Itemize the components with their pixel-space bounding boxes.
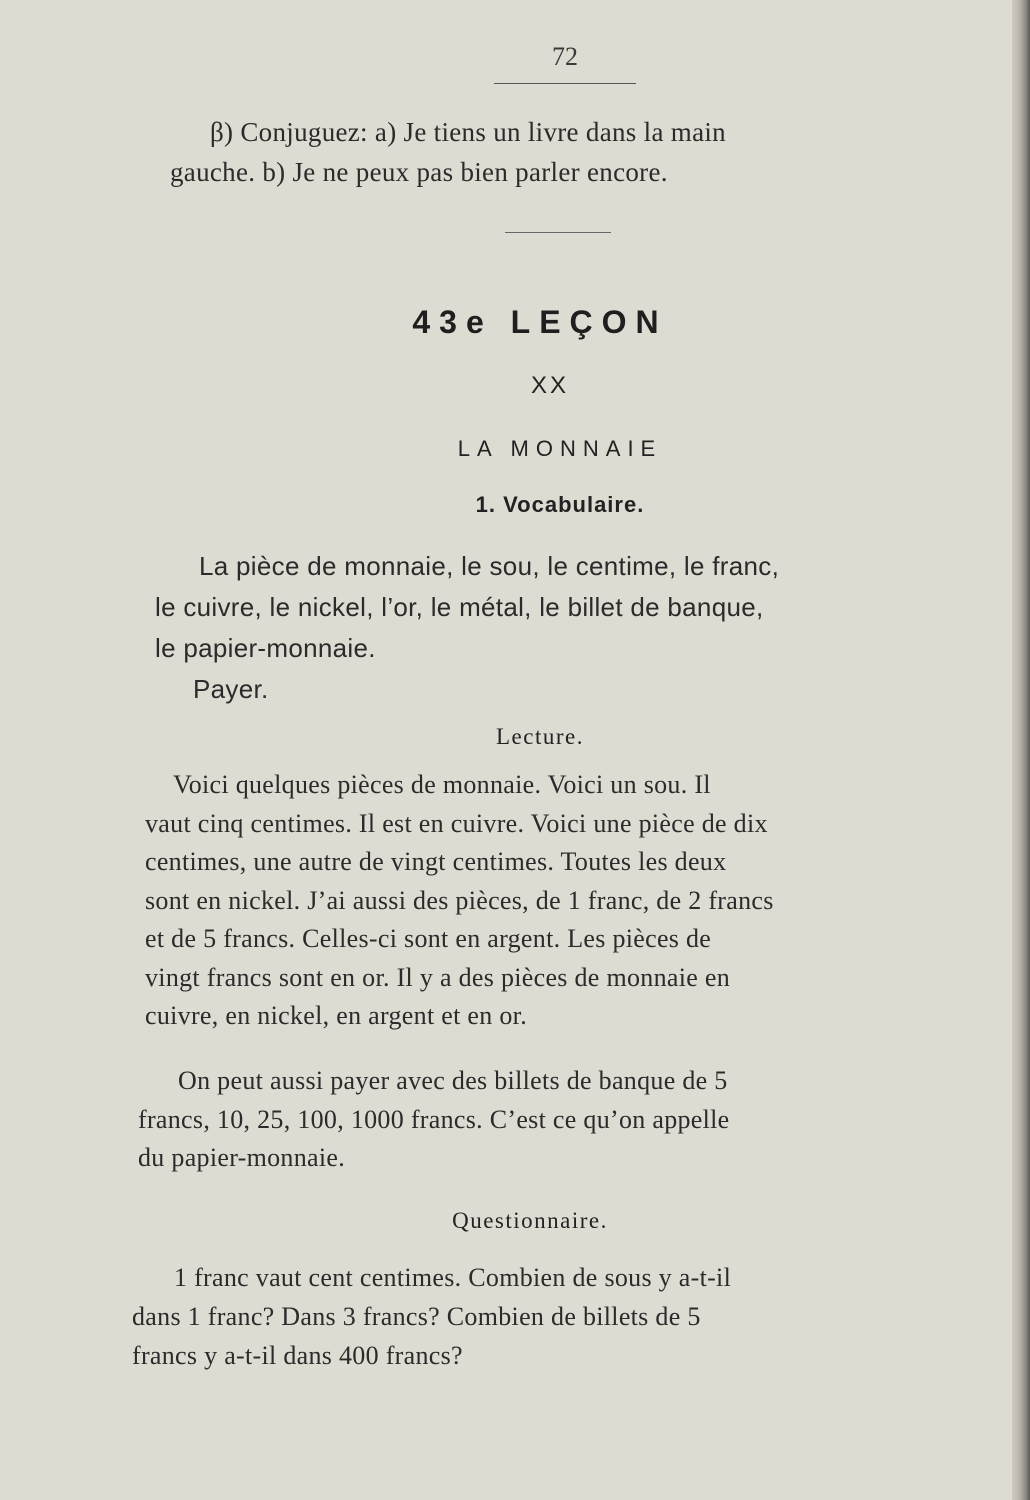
- lesson-roman-numeral: XX: [530, 372, 569, 399]
- questionnaire-line-3: francs y a-t-il dans 400 francs?: [132, 1341, 463, 1370]
- lecture-paragraph-2: [138, 1062, 948, 1178]
- vocabulary-heading: 1. Vocabulaire.: [475, 492, 645, 517]
- lecture-p1-line-3: centimes, une autre de vingt centimes. Toutes les deux: [145, 847, 727, 876]
- exercise-block: [170, 112, 970, 192]
- exercise-line-1: β) Conjuguez: a) Je tiens un livre dans la main: [210, 117, 726, 147]
- book-edge-shadow: [1012, 0, 1030, 1500]
- lecture-p1-line-7: cuivre, en nickel, en argent et en or.: [145, 1001, 527, 1030]
- lecture-p2-line-2: francs, 10, 25, 100, 1000 francs. C’est ce qu’on appelle: [138, 1104, 730, 1134]
- page-number-rule: [494, 83, 636, 84]
- lecture-p1-line-2: vaut cinq centimes. Il est en cuivre. Voici une pièce de dix: [145, 808, 768, 838]
- lecture-p1-line-5: et de 5 francs. Celles-ci sont en argent. Les pièces de: [145, 924, 712, 953]
- vocab-line-1: La pièce de monnaie, le sou, le centime, le franc,: [199, 551, 780, 581]
- questionnaire-heading: Questionnaire.: [452, 1208, 608, 1233]
- questionnaire-line-2: dans 1 franc? Dans 3 francs? Combien de billets de 5: [132, 1302, 701, 1331]
- lecture-p1-line-1: Voici quelques pièces de monnaie. Voici un sou. Il: [173, 770, 711, 799]
- page-number: 72: [552, 42, 578, 71]
- chapter-title: LA MONNAIE: [457, 436, 663, 461]
- lecture-heading: Lecture.: [496, 724, 584, 749]
- vocabulary-block: [155, 546, 975, 710]
- vocab-line-3: le papier-monnaie.: [155, 633, 376, 663]
- lecture-p1-line-6: vingt francs sont en or. Il y a des pièces de monnaie en: [145, 962, 731, 992]
- lesson-title: 43e LEÇON: [412, 304, 668, 340]
- lecture-p2-line-1: On peut aussi payer avec des billets de banque de 5: [178, 1066, 728, 1095]
- vocab-line-4: Payer.: [193, 674, 269, 704]
- lecture-paragraph-1: [145, 766, 945, 1036]
- questionnaire-block: [132, 1258, 942, 1375]
- questionnaire-line-1: 1 franc vaut cent centimes. Combien de sous y a-t-il: [174, 1263, 732, 1292]
- lecture-p2-line-3: du papier-monnaie.: [138, 1143, 346, 1172]
- exercise-line-2: gauche. b) Je ne peux pas bien parler encore.: [170, 157, 668, 187]
- section-separator: [505, 232, 611, 233]
- lecture-p1-line-4: sont en nickel. J’ai aussi des pièces, de 1 franc, de 2 francs: [145, 885, 774, 915]
- vocab-line-2: le cuivre, le nickel, l’or, le métal, le billet de banque,: [155, 592, 764, 622]
